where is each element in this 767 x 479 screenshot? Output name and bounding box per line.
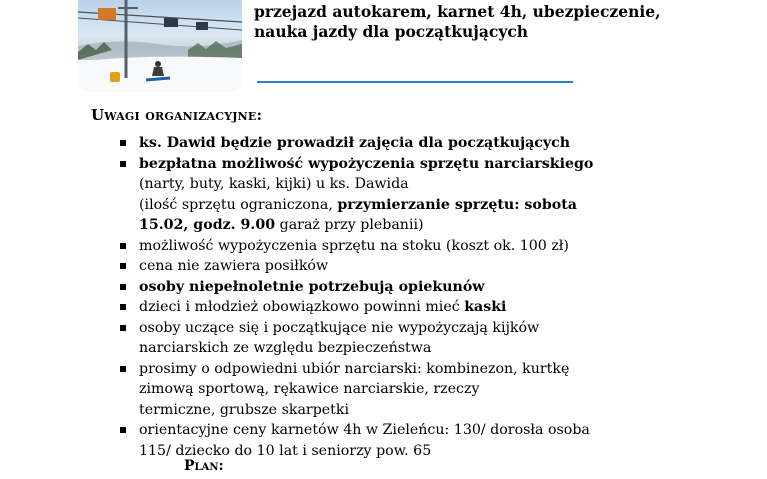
square-bullet-icon: [120, 304, 126, 310]
note-line: [139, 236, 760, 257]
note-text: (narty, buty, kaski, kijki) u ks. Dawida: [139, 176, 409, 192]
ski-slope-photo: [78, 0, 242, 92]
blue-divider-line: [257, 81, 573, 83]
note-text: 115/ dziecko do 10 lat i seniorzy pow. 65: [139, 442, 432, 459]
note-line: [139, 400, 760, 421]
note-line: [139, 297, 760, 318]
note-item: [120, 154, 760, 236]
note-text-bold: ks. Dawid będzie prowadził zajęcia dla początkujących: [139, 135, 571, 151]
note-text: zimową sportową, rękawice narciarskie, rzeczy: [139, 381, 480, 397]
note-text-bold: bezpłatna możliwość wypożyczenia sprzętu narciarskiego: [139, 155, 594, 172]
note-text: cena nie zawiera posiłków: [139, 258, 329, 274]
note-item: [120, 420, 760, 461]
note-line: [139, 420, 760, 441]
notes-list: [120, 133, 760, 461]
notes-section-title: Uwagi organizacyjne:: [91, 106, 263, 124]
square-bullet-icon: [120, 284, 126, 290]
square-bullet-icon: [120, 427, 126, 433]
note-line: [139, 256, 760, 277]
note-text: dzieci i młodzież obowiązkowo powinni mieć: [139, 299, 465, 315]
note-item: [120, 277, 760, 298]
note-line: [139, 133, 760, 154]
note-line: [139, 215, 760, 236]
note-item: [120, 236, 760, 257]
note-line: [139, 318, 760, 339]
offer-headline: [254, 2, 754, 42]
note-line: [139, 174, 760, 195]
note-item: [120, 256, 760, 277]
square-bullet-icon: [120, 325, 126, 331]
note-text: orientacyjne ceny karnetów 4h w Zieleńcu: 130/ dorosła osoba: [139, 422, 590, 438]
ski-lift-illustration: [78, 0, 242, 92]
note-text-bold: osoby niepełnoletnie potrzebują opiekunów: [139, 278, 485, 295]
note-line: [139, 195, 760, 216]
note-text: narciarskich ze względu bezpieczeństwa: [139, 340, 432, 356]
note-text-bold: kaski: [464, 299, 507, 315]
note-item: [120, 359, 760, 421]
note-line: [139, 441, 760, 462]
square-bullet-icon: [120, 263, 126, 269]
plan-section-title: Plan:: [184, 458, 224, 474]
note-text-bold: 15.02, godz. 9.00: [139, 217, 276, 233]
note-text: termiczne, grubsze skarpetki: [139, 401, 350, 418]
square-bullet-icon: [120, 161, 126, 167]
headline-line-1: przejazd autokarem, karnet 4h, ubezpieczenie,: [254, 2, 661, 21]
note-text: garaż przy plebanii): [275, 217, 424, 233]
note-text: prosimy o odpowiedni ubiór narciarski: kombinezon, kurtkę: [139, 360, 570, 377]
square-bullet-icon: [120, 140, 126, 146]
square-bullet-icon: [120, 243, 126, 249]
note-line: [139, 277, 760, 298]
note-item: [120, 318, 760, 359]
note-item: [120, 297, 760, 318]
note-line: [139, 379, 760, 400]
square-bullet-icon: [120, 366, 126, 372]
note-line: [139, 359, 760, 380]
headline-line-2: nauka jazdy dla początkujących: [254, 22, 529, 41]
note-text-bold: przymierzanie sprzętu: sobota: [337, 196, 577, 213]
note-line: [139, 338, 760, 359]
note-text: możliwość wypożyczenia sprzętu na stoku (koszt ok. 100 zł): [139, 237, 569, 254]
note-text: osoby uczące się i początkujące nie wypożyczają kijków: [139, 319, 540, 336]
note-line: [139, 154, 760, 175]
note-item: [120, 133, 760, 154]
note-text: (ilość sprzętu ograniczona,: [139, 196, 338, 213]
